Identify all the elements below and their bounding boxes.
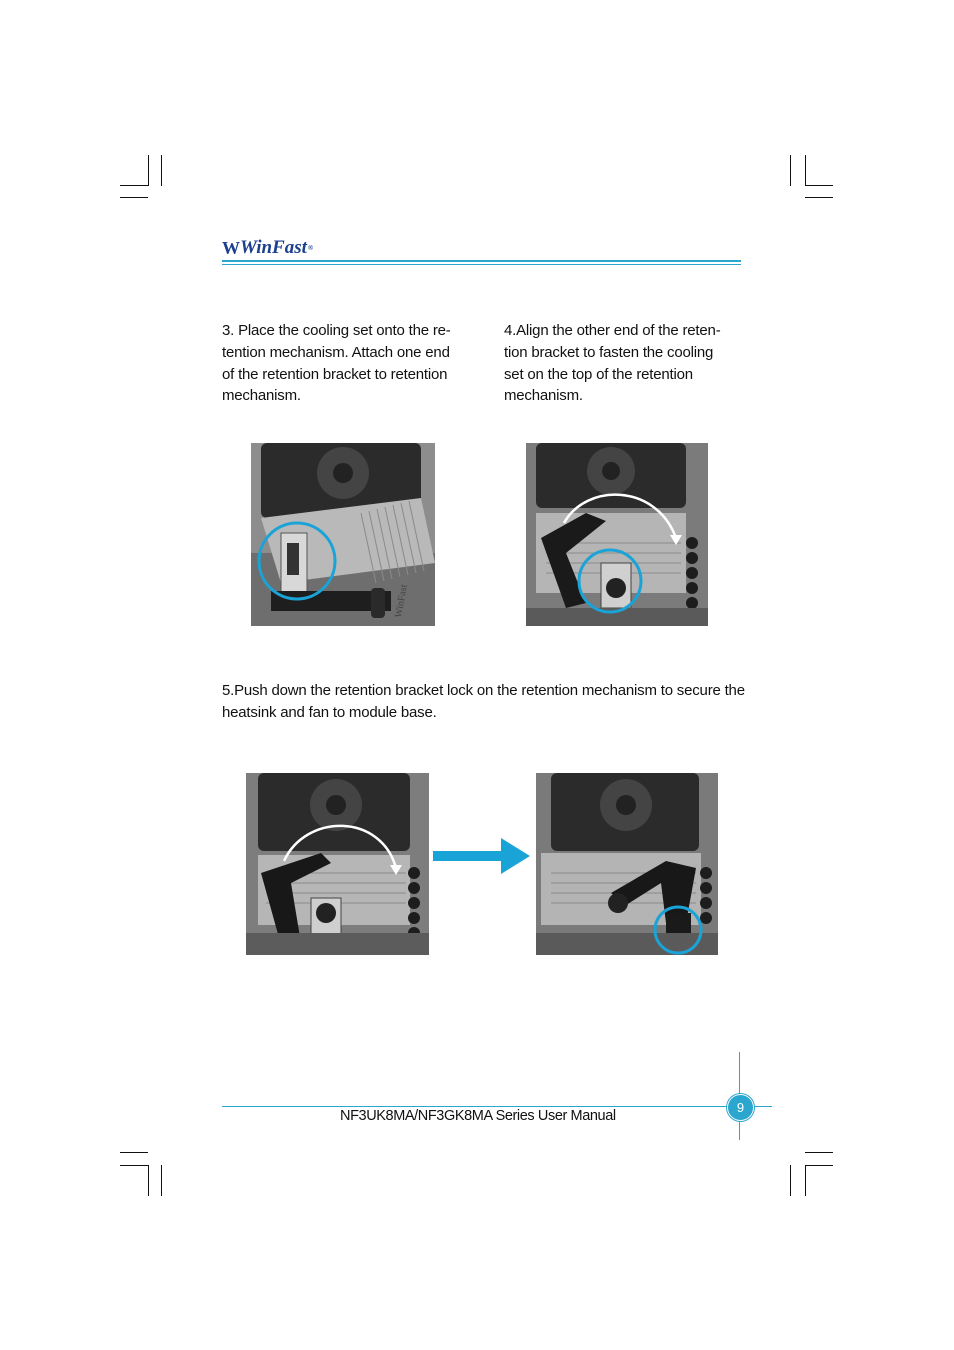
arrow-right-icon bbox=[433, 838, 530, 874]
crop-mark bbox=[120, 1152, 148, 1153]
svg-text:WinFast: WinFast bbox=[393, 583, 410, 619]
logo-registered: ® bbox=[307, 244, 314, 252]
logo-mark: W bbox=[222, 237, 238, 258]
crop-mark bbox=[805, 1165, 806, 1196]
crop-mark bbox=[161, 155, 162, 186]
crop-mark bbox=[805, 197, 833, 198]
manual-title: NF3UK8MA/NF3GK8MA Series User Manual bbox=[340, 1108, 616, 1124]
crop-mark bbox=[805, 1152, 833, 1153]
page-number: 9 bbox=[736, 1100, 745, 1115]
crop-mark bbox=[790, 1165, 791, 1196]
crop-mark bbox=[120, 197, 148, 198]
crop-mark bbox=[805, 155, 806, 186]
retention-bracket-fasten-photo bbox=[526, 443, 708, 626]
logo-text: WinFast bbox=[240, 237, 307, 258]
crop-mark bbox=[805, 1165, 833, 1166]
crop-mark bbox=[148, 155, 149, 186]
step-3-text: 3. Place the cooling set onto the re-tention mechanism. Attach one end of the retention bracket to retention mechanism. bbox=[222, 322, 451, 405]
winfast-logo bbox=[222, 236, 313, 260]
crop-mark bbox=[161, 1165, 162, 1196]
bracket-lock-before-photo bbox=[246, 773, 429, 955]
crop-mark bbox=[120, 1165, 148, 1166]
retention-bracket-attach-photo bbox=[251, 443, 435, 626]
bracket-lock-after-photo bbox=[536, 773, 718, 955]
crop-mark bbox=[148, 1165, 149, 1196]
header-rule-thin bbox=[222, 264, 741, 265]
footer-rule bbox=[222, 1106, 772, 1107]
step-5-text: 5.Push down the retention bracket lock on the retention mechanism to secure the heatsink and fan to module base. bbox=[222, 682, 745, 721]
header-rule bbox=[222, 260, 741, 262]
crop-mark bbox=[790, 155, 791, 186]
crop-mark bbox=[805, 185, 833, 186]
step-4-text: 4.Align the other end of the reten-tion bracket to fasten the cooling set on the top of the retention mechanism. bbox=[504, 322, 721, 405]
crop-mark bbox=[120, 185, 148, 186]
